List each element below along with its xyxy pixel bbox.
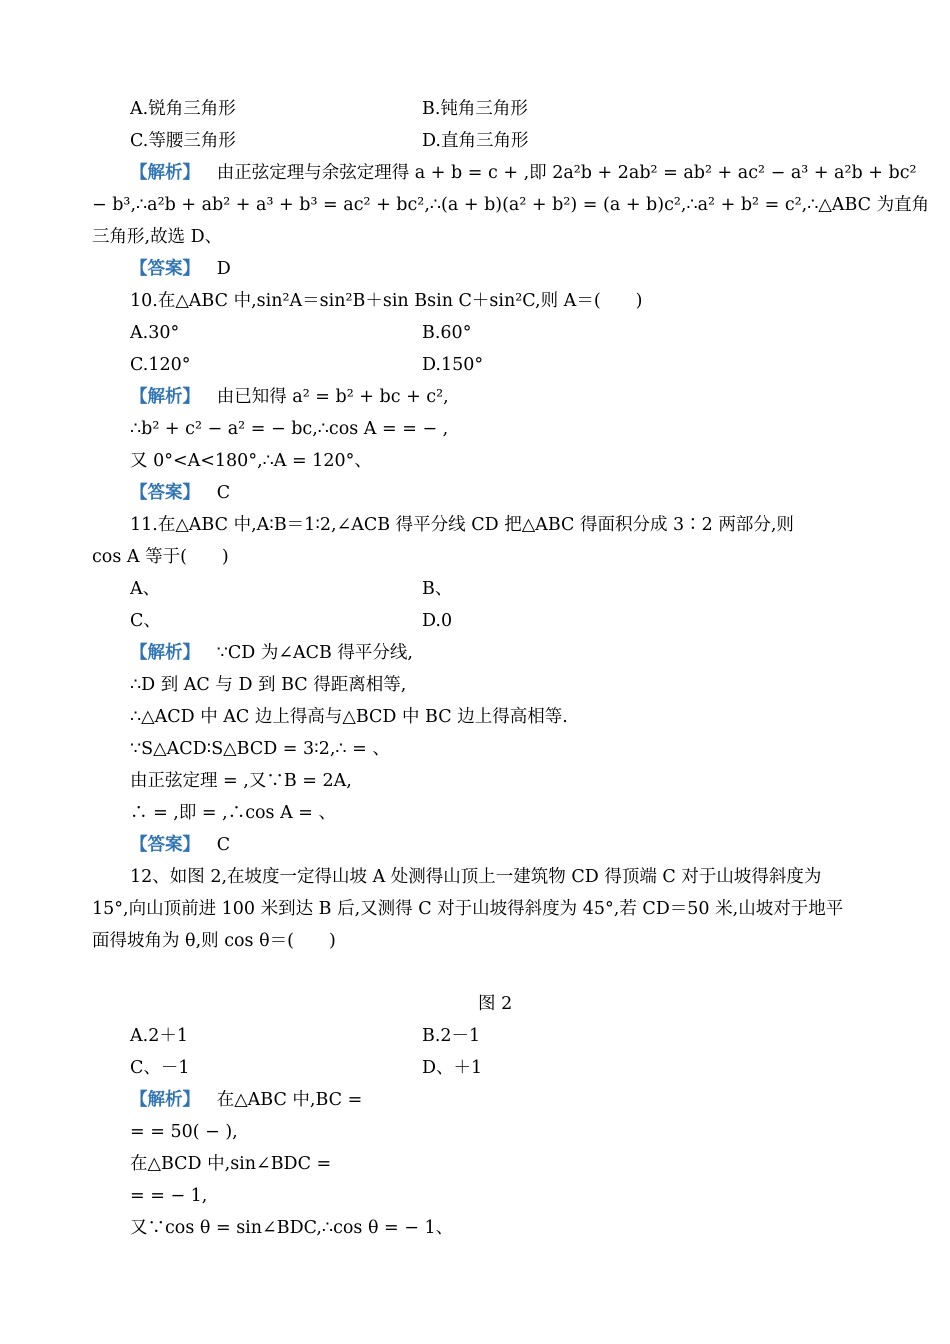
analysis-text: 又∵cos θ = sin∠BDC,∴cos θ = − 1、 [130,1218,454,1238]
analysis-line [130,417,448,441]
answer-text: C [216,835,231,855]
option-text: B.60° [422,323,472,343]
option-c [130,609,161,633]
analysis-text: ∵S△ACD∶S△BCD = 3∶2,∴ = 、 [130,739,390,759]
analysis-text: 由已知得 a² = b² + bc + c², [216,387,449,407]
analysis-tag: 【解析】 [130,387,200,407]
option-d [422,609,452,633]
question-text: 12、如图 2,在坡度一定得山坡 A 处测得山顶上一建筑物 CD 得顶端 C 对于山坡得斜度为 [130,867,822,887]
option-text: D.0 [422,611,453,631]
option-c [130,1056,190,1080]
option-text: B.钝角三角形 [422,99,528,119]
figure-caption [478,992,512,1016]
analysis-tag: 【解析】 [130,643,200,663]
option-b [422,1024,480,1048]
analysis-text: 三角形,故选 D、 [92,227,223,247]
analysis-text: ∴△ACD 中 AC 边上得高与△BCD 中 BC 边上得高相等. [130,707,568,727]
question-text: 15°,向山顶前进 100 米到达 B 后,又测得 C 对于山坡得斜度为 45°,若 CD＝50 米,山坡对于地平 [92,899,844,919]
question-11 [130,513,794,537]
option-text: C、－1 [130,1058,190,1078]
option-text: A.锐角三角形 [130,99,236,119]
option-d [422,129,528,153]
answer-tag: 【答案】 [130,483,200,503]
analysis-line [130,641,413,665]
analysis-line [130,801,336,825]
option-text: D.150° [422,355,484,375]
option-c [130,353,190,377]
analysis-text: ∴b² + c² − a² = − bc,∴cos A = = − , [130,419,449,439]
answer-tag: 【答案】 [130,259,200,279]
analysis-line [130,1184,207,1208]
option-c [130,129,236,153]
question-text: 面得坡角为 θ,则 cos θ＝( ) [92,931,336,951]
question-12-cont [92,897,843,921]
option-text: A、 [130,579,161,599]
analysis-line [130,161,917,185]
analysis-text: 在△ABC 中,BC = [216,1090,363,1110]
analysis-tag: 【解析】 [130,1090,200,1110]
question-12 [130,865,821,889]
analysis-text: ∴ = ,即 = ,∴cos A = 、 [130,803,337,823]
option-text: B.2－1 [422,1026,481,1046]
answer-text: D [216,259,231,279]
analysis-line [130,1088,362,1112]
answer-tag: 【答案】 [130,835,200,855]
analysis-line [130,1152,331,1176]
option-b [422,97,528,121]
analysis-line [130,385,449,409]
answer-line [130,481,230,505]
question-text: 11.在△ABC 中,A∶B＝1∶2,∠ACB 得平分线 CD 把△ABC 得面积分成 3∶2 两部分,则 [130,515,794,535]
option-a [130,1024,188,1048]
analysis-line [92,193,929,217]
option-text: C、 [130,611,161,631]
option-b [422,321,471,345]
analysis-tag: 【解析】 [130,163,200,183]
analysis-line [130,769,352,793]
option-text: D.直角三角形 [422,131,529,151]
option-d [422,353,483,377]
option-a [130,577,160,601]
option-b [422,577,452,601]
analysis-text: 在△BCD 中,sin∠BDC = [130,1154,332,1174]
question-10 [130,289,642,313]
analysis-line [92,225,222,249]
question-text: cos A 等于( ) [92,547,229,567]
analysis-text: 由正弦定理与余弦定理得 a + b = c + ,即 2a²b + 2ab² = ab² + ac² − a³ + a²b + bc² [216,163,917,183]
analysis-text: 又 0°<A<180°,∴A = 120°、 [130,451,372,471]
question-11-cont [92,545,229,569]
analysis-line [130,449,372,473]
analysis-line [130,1120,238,1144]
analysis-text: 由正弦定理 = ,又∵B = 2A, [130,771,352,791]
analysis-text: = = 50( − ), [130,1122,238,1142]
option-text: A.2＋1 [130,1026,188,1046]
option-text: A.30° [130,323,180,343]
analysis-text: = = − 1, [130,1186,208,1206]
analysis-text: ∵CD 为∠ACB 得平分线, [216,643,413,663]
analysis-text: − b³,∴a²b + ab² + a³ + b³ = ac² + bc²,∴(a + b)(a² + b²) = (a + b)c²,∴a² + b² = c²,∴△ABC 为直角 [92,195,930,215]
caption-text: 图 2 [478,994,513,1014]
answer-line [130,257,231,281]
question-text: 10.在△ABC 中,sin²A＝sin²B＋sin Bsin C＋sin²C,则 A＝( ) [130,291,643,311]
option-a [130,97,236,121]
option-d [422,1056,482,1080]
analysis-text: ∴D 到 AC 与 D 到 BC 得距离相等, [130,675,407,695]
option-text: C.120° [130,355,191,375]
option-text: C.等腰三角形 [130,131,236,151]
question-12-cont [92,929,336,953]
option-text: B、 [422,579,453,599]
option-text: D、＋1 [422,1058,483,1078]
analysis-line [130,1216,453,1240]
analysis-line [130,705,568,729]
analysis-line [130,673,406,697]
answer-text: C [216,483,231,503]
analysis-line [130,737,390,761]
option-a [130,321,179,345]
answer-line [130,833,230,857]
